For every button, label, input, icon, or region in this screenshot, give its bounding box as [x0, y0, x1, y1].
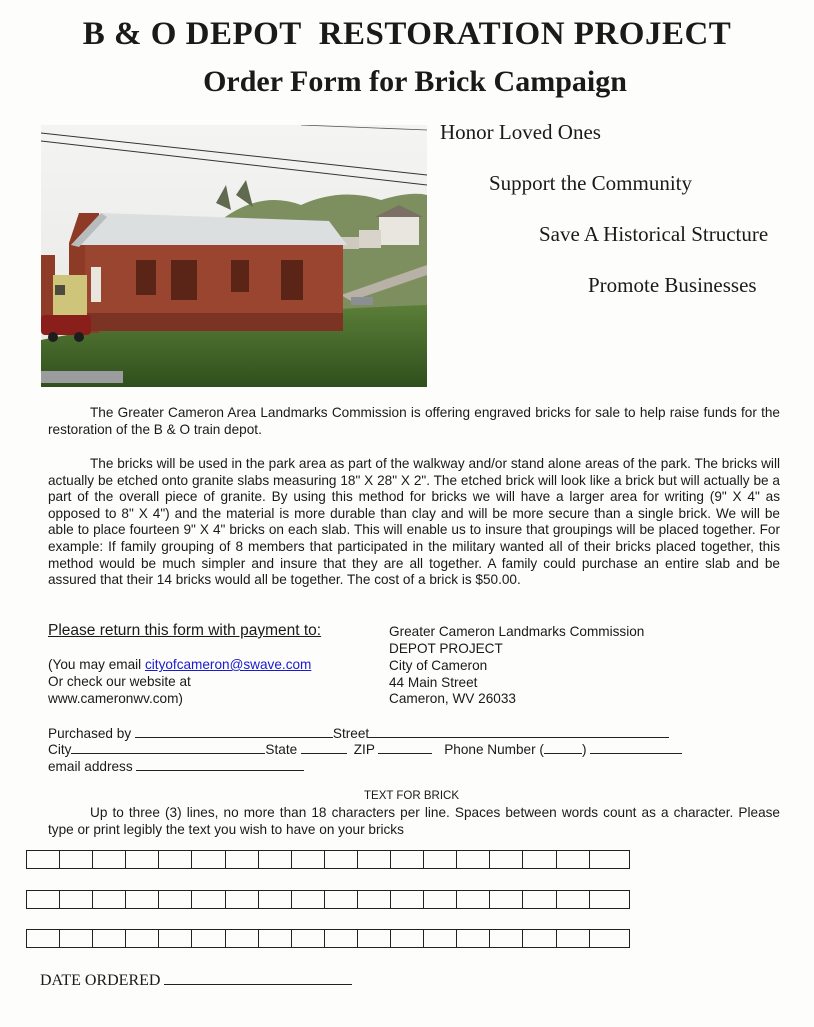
- phone-close: ): [581, 742, 587, 757]
- return-heading: Please return this form with payment to:: [48, 622, 322, 639]
- street-label: Street: [332, 726, 370, 741]
- purchased-by-label: Purchased by: [48, 726, 132, 741]
- brick-char-cell[interactable]: [27, 930, 60, 947]
- depot-photo: [41, 125, 427, 387]
- brick-char-cell[interactable]: [590, 891, 623, 908]
- brick-char-cell[interactable]: [358, 891, 391, 908]
- state-field[interactable]: [301, 741, 347, 754]
- brick-char-cell[interactable]: [523, 851, 556, 868]
- phone-label: Phone Number (: [444, 742, 544, 757]
- street-field[interactable]: [369, 725, 669, 738]
- website-line: Or check our website at: [48, 674, 191, 689]
- brick-text-row-3[interactable]: [26, 929, 630, 948]
- address-line-4: 44 Main Street: [389, 675, 478, 690]
- brick-char-cell[interactable]: [159, 851, 192, 868]
- brick-char-cell[interactable]: [557, 851, 590, 868]
- zip-field[interactable]: [378, 741, 432, 754]
- address-line-2: DEPOT PROJECT: [389, 641, 503, 656]
- brick-char-cell[interactable]: [325, 851, 358, 868]
- city-label: City: [48, 742, 72, 757]
- brick-char-cell[interactable]: [27, 891, 60, 908]
- brick-char-cell[interactable]: [126, 851, 159, 868]
- brick-char-cell[interactable]: [391, 851, 424, 868]
- date-ordered-label: DATE ORDERED: [40, 972, 161, 989]
- address-line-3: City of Cameron: [389, 658, 488, 673]
- brick-char-cell[interactable]: [93, 930, 126, 947]
- brick-char-cell[interactable]: [93, 891, 126, 908]
- brick-char-cell[interactable]: [27, 851, 60, 868]
- email-address-label: email address: [48, 759, 133, 774]
- tagline-promote: Promote Businesses: [588, 273, 757, 297]
- phone-area-field[interactable]: [544, 741, 582, 754]
- brick-char-cell[interactable]: [159, 891, 192, 908]
- brick-char-cell[interactable]: [60, 891, 93, 908]
- brick-char-cell[interactable]: [126, 930, 159, 947]
- brick-char-cell[interactable]: [523, 891, 556, 908]
- brick-char-cell[interactable]: [457, 851, 490, 868]
- state-label: State: [265, 742, 298, 757]
- email-link[interactable]: cityofcameron@swave.com: [144, 657, 312, 672]
- brick-char-cell[interactable]: [192, 930, 225, 947]
- brick-char-cell[interactable]: [259, 891, 292, 908]
- brick-char-cell[interactable]: [292, 851, 325, 868]
- brick-char-cell[interactable]: [60, 851, 93, 868]
- brick-char-cell[interactable]: [457, 891, 490, 908]
- brick-char-cell[interactable]: [523, 930, 556, 947]
- city-field[interactable]: [71, 741, 265, 754]
- zip-label: ZIP: [353, 742, 375, 757]
- brick-text-row-2[interactable]: [26, 890, 630, 909]
- brick-char-cell[interactable]: [358, 930, 391, 947]
- brick-char-cell[interactable]: [226, 851, 259, 868]
- website-text: www.cameronwv.com): [48, 691, 183, 706]
- brick-text-heading: TEXT FOR BRICK: [364, 790, 459, 802]
- email-row: [48, 758, 304, 776]
- brick-char-cell[interactable]: [126, 891, 159, 908]
- tagline-save: Save A Historical Structure: [539, 222, 769, 246]
- date-ordered-row: [40, 970, 352, 990]
- brick-char-cell[interactable]: [325, 930, 358, 947]
- date-ordered-field[interactable]: [164, 970, 352, 985]
- brick-char-cell[interactable]: [557, 930, 590, 947]
- brick-char-cell[interactable]: [226, 891, 259, 908]
- brick-char-cell[interactable]: [424, 930, 457, 947]
- brick-char-cell[interactable]: [358, 851, 391, 868]
- page-title: B & O DEPOT RESTORATION PROJECT: [82, 16, 732, 52]
- brick-char-cell[interactable]: [424, 851, 457, 868]
- brick-char-cell[interactable]: [391, 930, 424, 947]
- brick-char-cell[interactable]: [292, 891, 325, 908]
- brick-char-cell[interactable]: [259, 930, 292, 947]
- brick-char-cell[interactable]: [93, 851, 126, 868]
- address-line-1: Greater Cameron Landmarks Commission: [389, 624, 645, 639]
- email-line: (You may email cityofcameron@swave.com: [48, 657, 312, 672]
- intro-paragraph-1: The Greater Cameron Area Landmarks Commission is offering engraved bricks for sale to help raise funds for the restoration of the B & O train depot.: [48, 405, 780, 437]
- brick-char-cell[interactable]: [226, 930, 259, 947]
- brick-char-cell[interactable]: [159, 930, 192, 947]
- email-address-field[interactable]: [136, 758, 304, 771]
- brick-char-cell[interactable]: [60, 930, 93, 947]
- brick-char-cell[interactable]: [490, 851, 523, 868]
- brick-instructions: Up to three (3) lines, no more than 18 characters per line. Spaces between words count as a character. Please type or print legibly the text you wish to have on your bricks: [48, 805, 780, 837]
- page-subtitle: Order Form for Brick Campaign: [203, 65, 627, 98]
- brick-char-cell[interactable]: [590, 930, 623, 947]
- brick-char-cell[interactable]: [259, 851, 292, 868]
- tagline-support: Support the Community: [489, 171, 693, 195]
- city-row: [48, 741, 682, 759]
- brick-char-cell[interactable]: [192, 851, 225, 868]
- brick-char-cell[interactable]: [557, 891, 590, 908]
- address-line-5: Cameron, WV 26033: [389, 691, 516, 706]
- tagline-honor: Honor Loved Ones: [440, 120, 601, 144]
- brick-char-cell[interactable]: [325, 891, 358, 908]
- brick-char-cell[interactable]: [391, 891, 424, 908]
- phone-field[interactable]: [590, 741, 682, 754]
- brick-char-cell[interactable]: [590, 851, 623, 868]
- brick-char-cell[interactable]: [490, 891, 523, 908]
- purchased-by-field[interactable]: [135, 725, 333, 738]
- brick-char-cell[interactable]: [424, 891, 457, 908]
- brick-char-cell[interactable]: [292, 930, 325, 947]
- intro-paragraph-2: The bricks will be used in the park area as part of the walkway and/or stand alone areas of the park. The bricks will actually be etched onto granite slabs measuring 18" X 28" X 2". The etched brick will look like a brick but will actually be a part of the overall piece of granite. By using this method for bricks we will have a larger area for writing (9" X 4" as opposed to 8" X 4") and the material is more durable than clay and will be more secure than a single brick. We will be able to place fourteen 9" X 4" bricks on each slab. This will enable us to insure that groupings will be placed together. For example: If family grouping of 8 members that participated in the military wanted all of their bricks placed together, this method would be much simpler and insure that they are all together. A family could purchase an entire slab and be assured that their 14 bricks would all be together. The cost of a brick is $50.00.: [48, 456, 780, 588]
- brick-char-cell[interactable]: [457, 930, 490, 947]
- brick-char-cell[interactable]: [490, 930, 523, 947]
- brick-text-row-1[interactable]: [26, 850, 630, 869]
- brick-char-cell[interactable]: [192, 891, 225, 908]
